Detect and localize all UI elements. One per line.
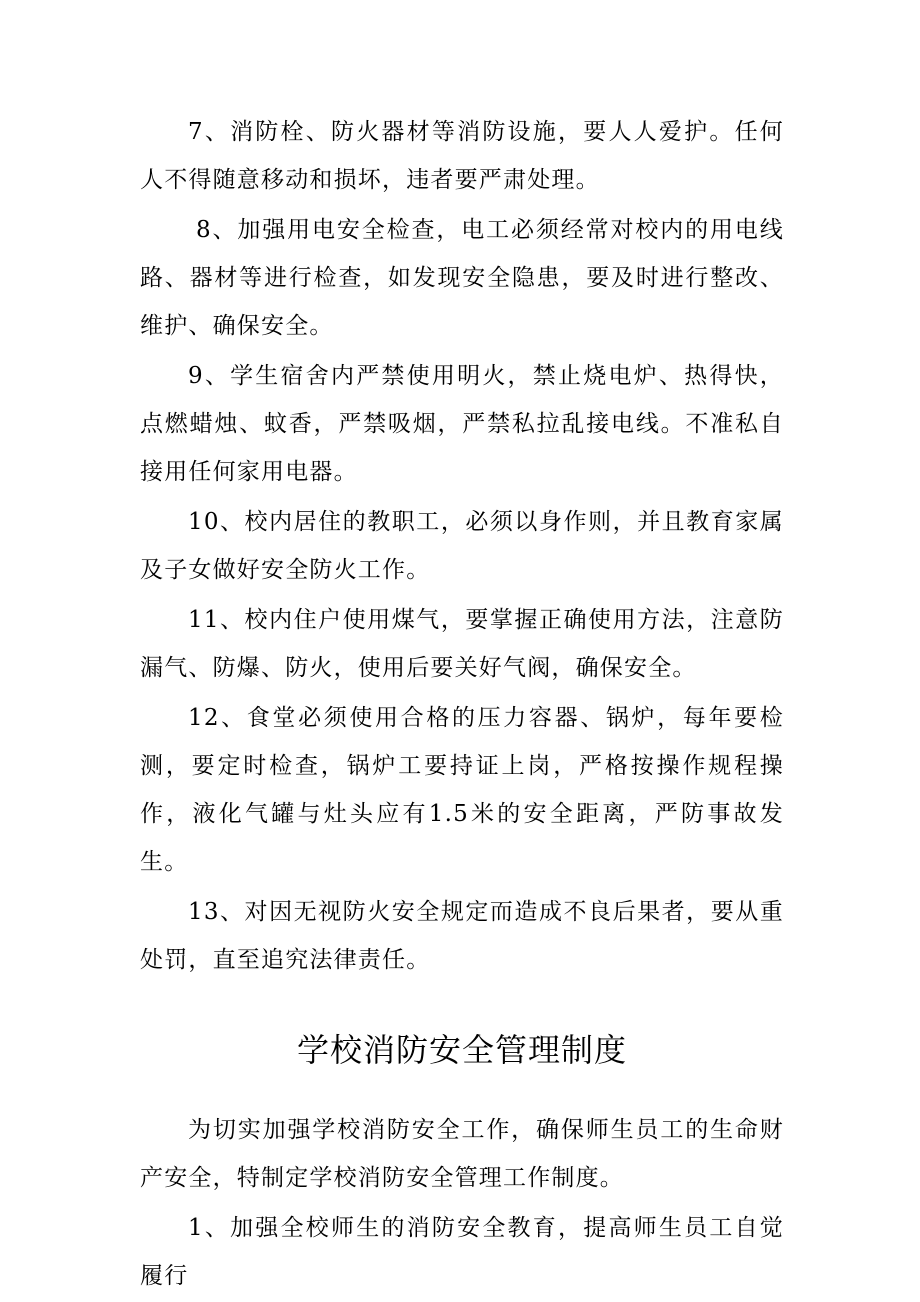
rule-13: 13、对因无视防火安全规定而造成不良后果者，要从重处罚，直至追究法律责任。 bbox=[140, 899, 784, 973]
rule-8: 8、加强用电安全检查，电工必须经常对校内的用电线路、器材等进行检查，如发现安全隐患，要及时进行整改、维护、确保安全。 bbox=[140, 217, 784, 339]
rule-12: 12、食堂必须使用合格的压力容器、锅炉，每年要检测，要定时检查，锅炉工要持证上岗，严格按操作规程操作，液化气罐与灶头应有1.5米的安全距离，严防事故发生。 bbox=[140, 705, 784, 875]
rule-11: 11、校内住户使用煤气，要掌握正确使用方法，注意防漏气、防爆、防火，使用后要关好气阀，确保安全。 bbox=[140, 607, 784, 681]
section-title: 学校消防安全管理制度 bbox=[296, 1031, 627, 1069]
intro-paragraph: 为切实加强学校消防安全工作，确保师生员工的生命财产安全，特制定学校消防安全管理工作制度。 bbox=[140, 1117, 784, 1191]
rule-10: 10、校内居住的教职工，必须以身作则，并且教育家属及子女做好安全防火工作。 bbox=[140, 509, 784, 583]
rule-1: 1、加强全校师生的消防安全教育，提高师生员工自觉履行 bbox=[140, 1215, 784, 1289]
document-page bbox=[140, 108, 784, 1302]
rule-9: 9、学生宿舍内严禁使用明火，禁止烧电炉、热得快，点燃蜡烛、蚊香，严禁吸烟，严禁私拉乱接电线。不准私自接用任何家用电器。 bbox=[140, 363, 784, 485]
rule-7: 7、消防栓、防火器材等消防设施，要人人爱护。任何人不得随意移动和损坏，违者要严肃处理。 bbox=[140, 119, 784, 193]
